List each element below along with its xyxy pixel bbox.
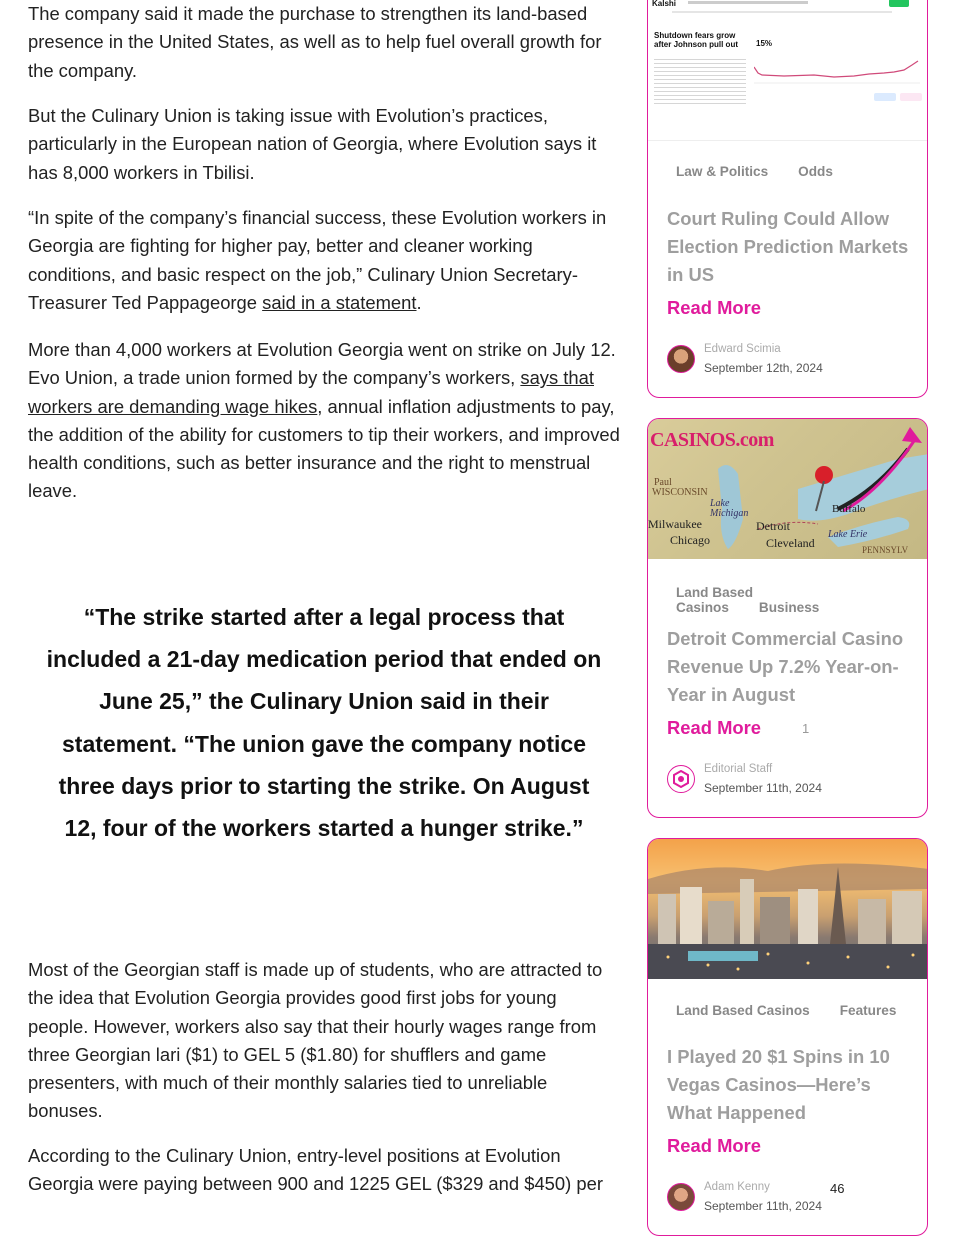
- category-tag[interactable]: Law & Politics: [676, 164, 769, 179]
- map-label: Cleveland: [766, 536, 815, 550]
- card-thumbnail-vegas[interactable]: [648, 839, 927, 979]
- map-label: Detroit: [756, 519, 790, 533]
- related-article-card[interactable]: [647, 838, 928, 1236]
- article-paragraph: According to the Culinary Union, entry-level positions at Evolution Georgia were paying between 900 and 1225 GEL ($329 and $450) per: [28, 1145, 603, 1195]
- kalshi-line-chart: [754, 53, 920, 91]
- yes-button-shape: [874, 93, 896, 101]
- read-more-link[interactable]: Read More: [667, 297, 762, 318]
- read-more-link[interactable]: Read More: [667, 1135, 762, 1156]
- kalshi-topbar: [652, 0, 923, 13]
- card-byline: [667, 1181, 917, 1215]
- related-article-card[interactable]: [647, 418, 928, 818]
- kalshi-headline: Shutdown fears grow after Johnson pull out: [654, 31, 738, 49]
- read-more-link[interactable]: Read More: [667, 717, 762, 738]
- pull-quote: “The strike started after a legal process that included a 21-day medication period that ended on June 25,” the Culinary Union said in their statement. “The union gave the company notice three days prior to starting the strike. On August 12, four of the workers started a hunger strike.”: [46, 604, 602, 842]
- comment-count[interactable]: 46: [830, 1181, 845, 1196]
- avatar: [667, 345, 695, 373]
- vegas-skyline-illustration: [648, 839, 927, 979]
- category-tag[interactable]: Odds: [798, 164, 833, 179]
- publish-date: September 11th, 2024: [704, 781, 822, 795]
- author-name[interactable]: Editorial Staff: [704, 763, 773, 775]
- avatar: [667, 765, 695, 793]
- map-label: Chicago: [670, 533, 710, 547]
- card-categories: [676, 164, 863, 179]
- map-label: Lake Erie: [828, 529, 868, 540]
- card-categories: [676, 585, 927, 615]
- publish-date: September 11th, 2024: [704, 1199, 822, 1213]
- nav-placeholder: [688, 1, 808, 4]
- comment-count[interactable]: 1: [802, 721, 810, 736]
- article-paragraph: [28, 336, 620, 506]
- paragraph-text: , annual inflation adjustments to pay, the addition of the ability for customers to tip their workers, and improved health conditions, such as better insurance and the right to menstrual leave.: [28, 395, 620, 502]
- card-title[interactable]: Detroit Commercial Casino Revenue Up 7.2% Year-on-Year in August: [667, 628, 904, 705]
- paragraph-text: .: [416, 291, 422, 313]
- map-label: Lake Michigan: [710, 498, 749, 519]
- article-paragraph: The company said it made the purchase to strengthen its land-based presence in the United States, as well as to help fuel overall growth for the company.: [28, 3, 602, 81]
- article-paragraph: But the Culinary Union is taking issue with Evolution’s practices, particularly in the European nation of Georgia, where Evolution says it has 8,000 workers in Tbilisi.: [28, 105, 597, 183]
- related-article-card[interactable]: [647, 0, 928, 398]
- casinos-logo: CASINOS.com: [650, 429, 774, 451]
- category-tag[interactable]: Land Based Casinos: [676, 1003, 810, 1018]
- map-label: Milwaukee: [648, 517, 702, 531]
- kalshi-percent: 15%: [756, 39, 773, 48]
- card-title[interactable]: I Played 20 $1 Spins in 10 Vegas Casinos—Here’s What Happened: [667, 1046, 890, 1123]
- article-paragraph: [28, 204, 620, 317]
- wage-hikes-link[interactable]: says that workers are demanding wage hikes: [28, 367, 594, 417]
- author-name[interactable]: Edward Scimia: [704, 343, 781, 355]
- publish-date: September 12th, 2024: [704, 361, 823, 375]
- category-tag[interactable]: Features: [839, 1003, 897, 1018]
- green-button-shape: [889, 0, 909, 7]
- kalshi-logo: Kalshi: [652, 0, 677, 8]
- category-tag[interactable]: Land Based Casinos: [676, 585, 754, 615]
- map-label: Buffalo: [832, 503, 866, 515]
- kalshi-text-block: [654, 56, 746, 106]
- statement-link[interactable]: said in a statement: [262, 291, 417, 313]
- author-name[interactable]: Adam Kenny: [704, 1181, 770, 1193]
- no-button-shape: [900, 93, 922, 101]
- card-byline: [667, 763, 917, 797]
- card-title[interactable]: Court Ruling Could Allow Election Prediction Markets in US: [667, 208, 909, 285]
- casinos-avatar-icon: [672, 770, 690, 788]
- article-paragraph: Most of the Georgian staff is made up of students, who are attracted to the idea that Evolution Georgia provides good first jobs for young people. However, workers also say that their hourly wages range from three Georgian lari ($1) to GEL 5 ($1.80) for shufflers and game presenters, with much of their monthly salaries tied to unreliable bonuses.: [28, 959, 603, 1122]
- paragraph-text: More than 4,000 workers at Evolution Georgia went on strike on July 12. Evo Union, a trade union formed by the company’s workers,: [28, 339, 616, 389]
- category-tag[interactable]: Business: [758, 600, 820, 615]
- map-label: PENNSYLV: [862, 545, 909, 555]
- paragraph-text: “In spite of the company’s financial success, these Evolution workers in Georgia are fighting for higher pay, better and cleaner working conditions, and basic respect on the job,” Culinary Union Secretary-Treasurer Ted Pappageorge: [28, 207, 607, 313]
- card-thumbnail-kalshi[interactable]: [648, 0, 927, 141]
- map-label: WISCONSIN: [652, 487, 708, 498]
- card-categories: [676, 1003, 926, 1018]
- card-thumbnail-map[interactable]: [648, 419, 927, 559]
- map-label: Paul: [654, 477, 672, 488]
- card-byline: [667, 343, 917, 377]
- avatar: [667, 1183, 695, 1211]
- divider: [672, 11, 892, 13]
